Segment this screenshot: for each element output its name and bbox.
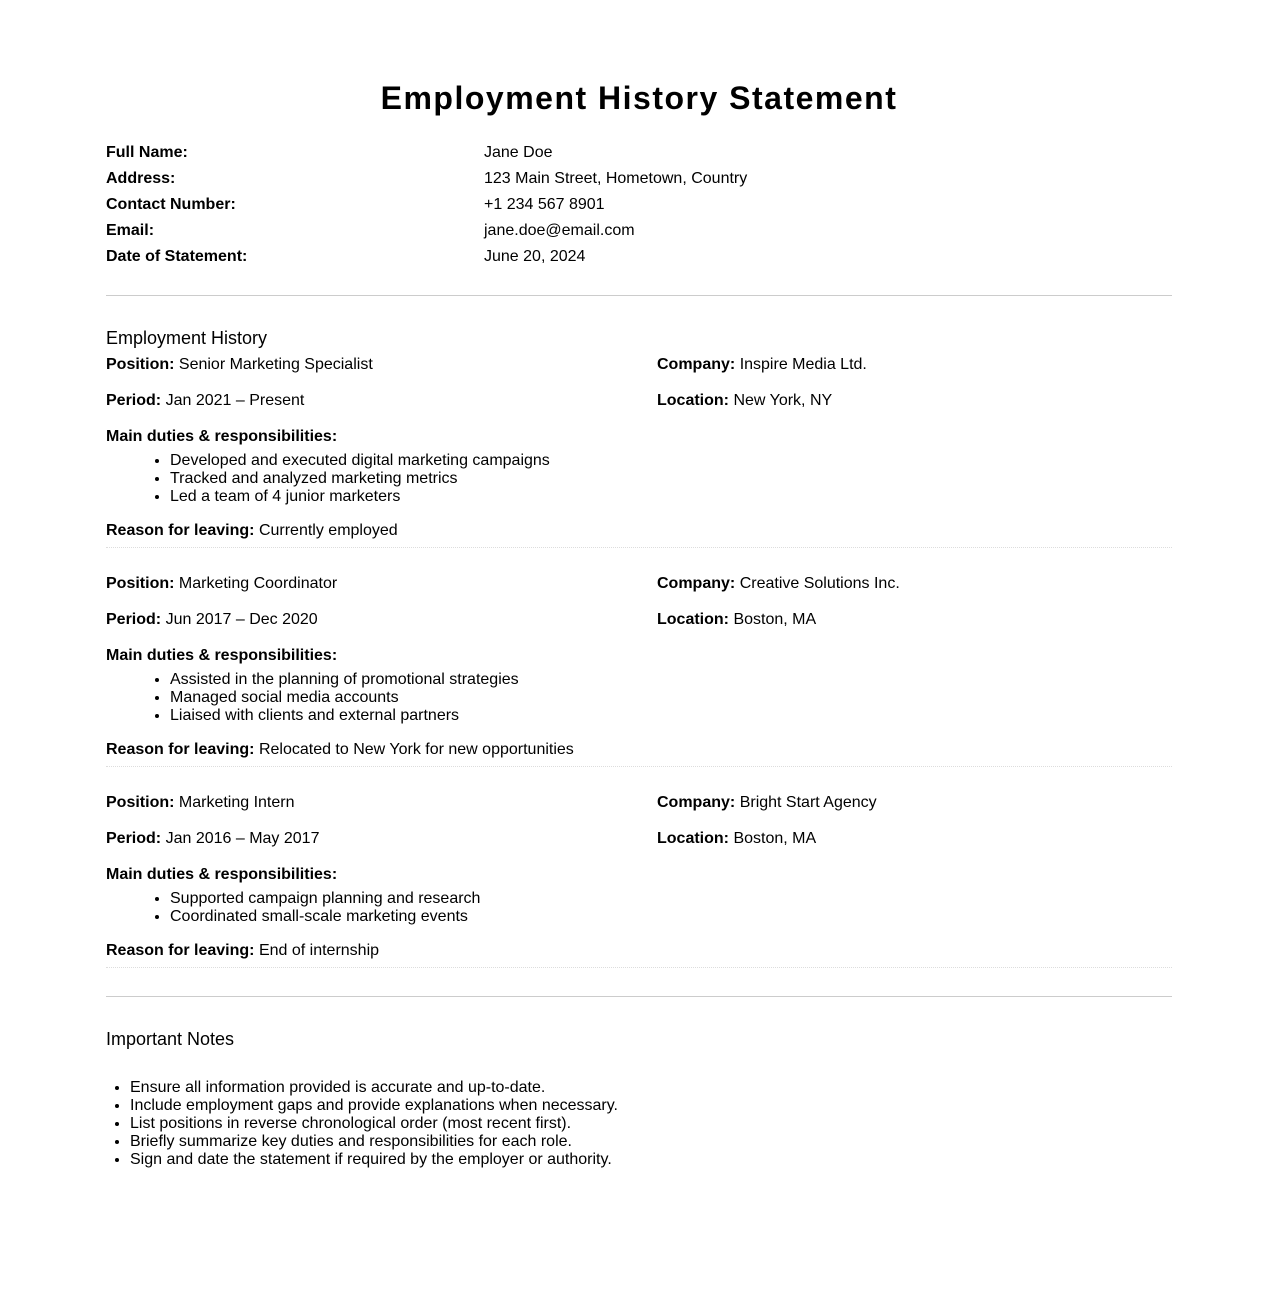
field-label: Location: bbox=[657, 392, 729, 409]
field-label: Main duties & responsibilities: bbox=[106, 647, 338, 664]
field-value: Senior Marketing Specialist bbox=[178, 356, 373, 373]
list-item: • Developed and executed digital marketing campaigns bbox=[170, 452, 550, 470]
job-period bbox=[106, 609, 318, 631]
field-value: Bright Start Agency bbox=[739, 794, 877, 811]
field-label: Location: bbox=[657, 830, 729, 847]
job-duties-label bbox=[106, 864, 337, 886]
field-value: Inspire Media Ltd. bbox=[739, 356, 867, 373]
job-duties-label bbox=[106, 426, 337, 448]
list-item: • Ensure all information provided is accurate and up-to-date. bbox=[130, 1079, 618, 1097]
field-label: Position: bbox=[106, 356, 175, 373]
job-reason bbox=[106, 520, 398, 542]
job-location bbox=[657, 390, 832, 412]
employment-history-heading: Employment History bbox=[106, 328, 268, 348]
info-row-email bbox=[106, 220, 1172, 246]
field-value: Relocated to New York for new opportunities bbox=[258, 741, 574, 758]
field-value: Marketing Coordinator bbox=[178, 575, 338, 592]
section-divider bbox=[106, 996, 1172, 997]
field-label: Period: bbox=[106, 830, 162, 847]
job-company bbox=[657, 792, 877, 814]
info-label: Date of Statement: bbox=[106, 248, 248, 265]
list-item: • Supported campaign planning and research bbox=[170, 890, 480, 908]
field-label: Main duties & responsibilities: bbox=[106, 428, 338, 445]
field-label: Company: bbox=[657, 794, 736, 811]
field-label: Period: bbox=[106, 392, 162, 409]
list-item: • Assisted in the planning of promotional strategies bbox=[170, 671, 519, 689]
field-label: Reason for leaving: bbox=[106, 942, 255, 959]
info-value: jane.doe@email.com bbox=[484, 222, 635, 239]
field-label: Position: bbox=[106, 794, 175, 811]
field-value: Marketing Intern bbox=[178, 794, 295, 811]
field-label: Period: bbox=[106, 611, 162, 628]
info-label: Address: bbox=[106, 170, 176, 187]
info-label: Full Name: bbox=[106, 144, 188, 161]
important-notes-heading: Important Notes bbox=[106, 1029, 235, 1049]
job-separator bbox=[106, 766, 1172, 767]
info-value: +1 234 567 8901 bbox=[484, 196, 605, 213]
duties-list bbox=[106, 671, 519, 725]
field-value: New York, NY bbox=[733, 392, 833, 409]
section-divider bbox=[106, 295, 1172, 296]
job-reason bbox=[106, 940, 379, 962]
job-position bbox=[106, 573, 337, 595]
job-separator bbox=[106, 967, 1172, 968]
job-period bbox=[106, 390, 304, 412]
field-label: Reason for leaving: bbox=[106, 522, 255, 539]
info-label: Contact Number: bbox=[106, 196, 236, 213]
field-value: Jan 2021 – Present bbox=[165, 392, 305, 409]
info-value: Jane Doe bbox=[484, 144, 553, 161]
list-item: • Include employment gaps and provide explanations when necessary. bbox=[130, 1097, 618, 1115]
field-label: Position: bbox=[106, 575, 175, 592]
job-duties-label bbox=[106, 645, 337, 667]
field-value: Jun 2017 – Dec 2020 bbox=[165, 611, 318, 628]
job-company bbox=[657, 354, 867, 376]
job-separator bbox=[106, 547, 1172, 548]
list-item: • Sign and date the statement if required by the employer or authority. bbox=[130, 1151, 618, 1169]
info-row-contact-number bbox=[106, 194, 1172, 220]
info-value: June 20, 2024 bbox=[484, 248, 586, 265]
duties-list bbox=[106, 452, 550, 506]
info-row-date-of-statement bbox=[106, 246, 1172, 272]
list-item: • Coordinated small-scale marketing events bbox=[170, 908, 480, 926]
list-item: • Briefly summarize key duties and responsibilities for each role. bbox=[130, 1133, 618, 1151]
list-item: • Managed social media accounts bbox=[170, 689, 519, 707]
field-label: Company: bbox=[657, 356, 736, 373]
duties-list bbox=[106, 890, 480, 926]
field-value: Creative Solutions Inc. bbox=[739, 575, 900, 592]
job-reason bbox=[106, 739, 574, 761]
page-title: Employment History Statement bbox=[380, 80, 898, 116]
info-row-address bbox=[106, 168, 1172, 194]
list-item: • Tracked and analyzed marketing metrics bbox=[170, 470, 550, 488]
job-location bbox=[657, 609, 816, 631]
list-item: • Led a team of 4 junior marketers bbox=[170, 488, 550, 506]
job-company bbox=[657, 573, 900, 595]
field-label: Location: bbox=[657, 611, 729, 628]
job-position bbox=[106, 792, 295, 814]
personal-info bbox=[106, 142, 1172, 272]
job-position bbox=[106, 354, 373, 376]
field-label: Reason for leaving: bbox=[106, 741, 255, 758]
field-value: End of internship bbox=[258, 942, 380, 959]
job-period bbox=[106, 828, 319, 850]
list-item: • List positions in reverse chronological order (most recent first). bbox=[130, 1115, 618, 1133]
job-location bbox=[657, 828, 816, 850]
field-value: Boston, MA bbox=[733, 830, 817, 847]
notes-list bbox=[106, 1079, 618, 1169]
field-value: Boston, MA bbox=[733, 611, 817, 628]
info-label: Email: bbox=[106, 222, 155, 239]
field-value: Jan 2016 – May 2017 bbox=[165, 830, 320, 847]
field-value: Currently employed bbox=[258, 522, 398, 539]
list-item: • Liaised with clients and external partners bbox=[170, 707, 519, 725]
field-label: Main duties & responsibilities: bbox=[106, 866, 338, 883]
info-row-full-name bbox=[106, 142, 1172, 168]
info-value: 123 Main Street, Hometown, Country bbox=[484, 170, 748, 187]
field-label: Company: bbox=[657, 575, 736, 592]
